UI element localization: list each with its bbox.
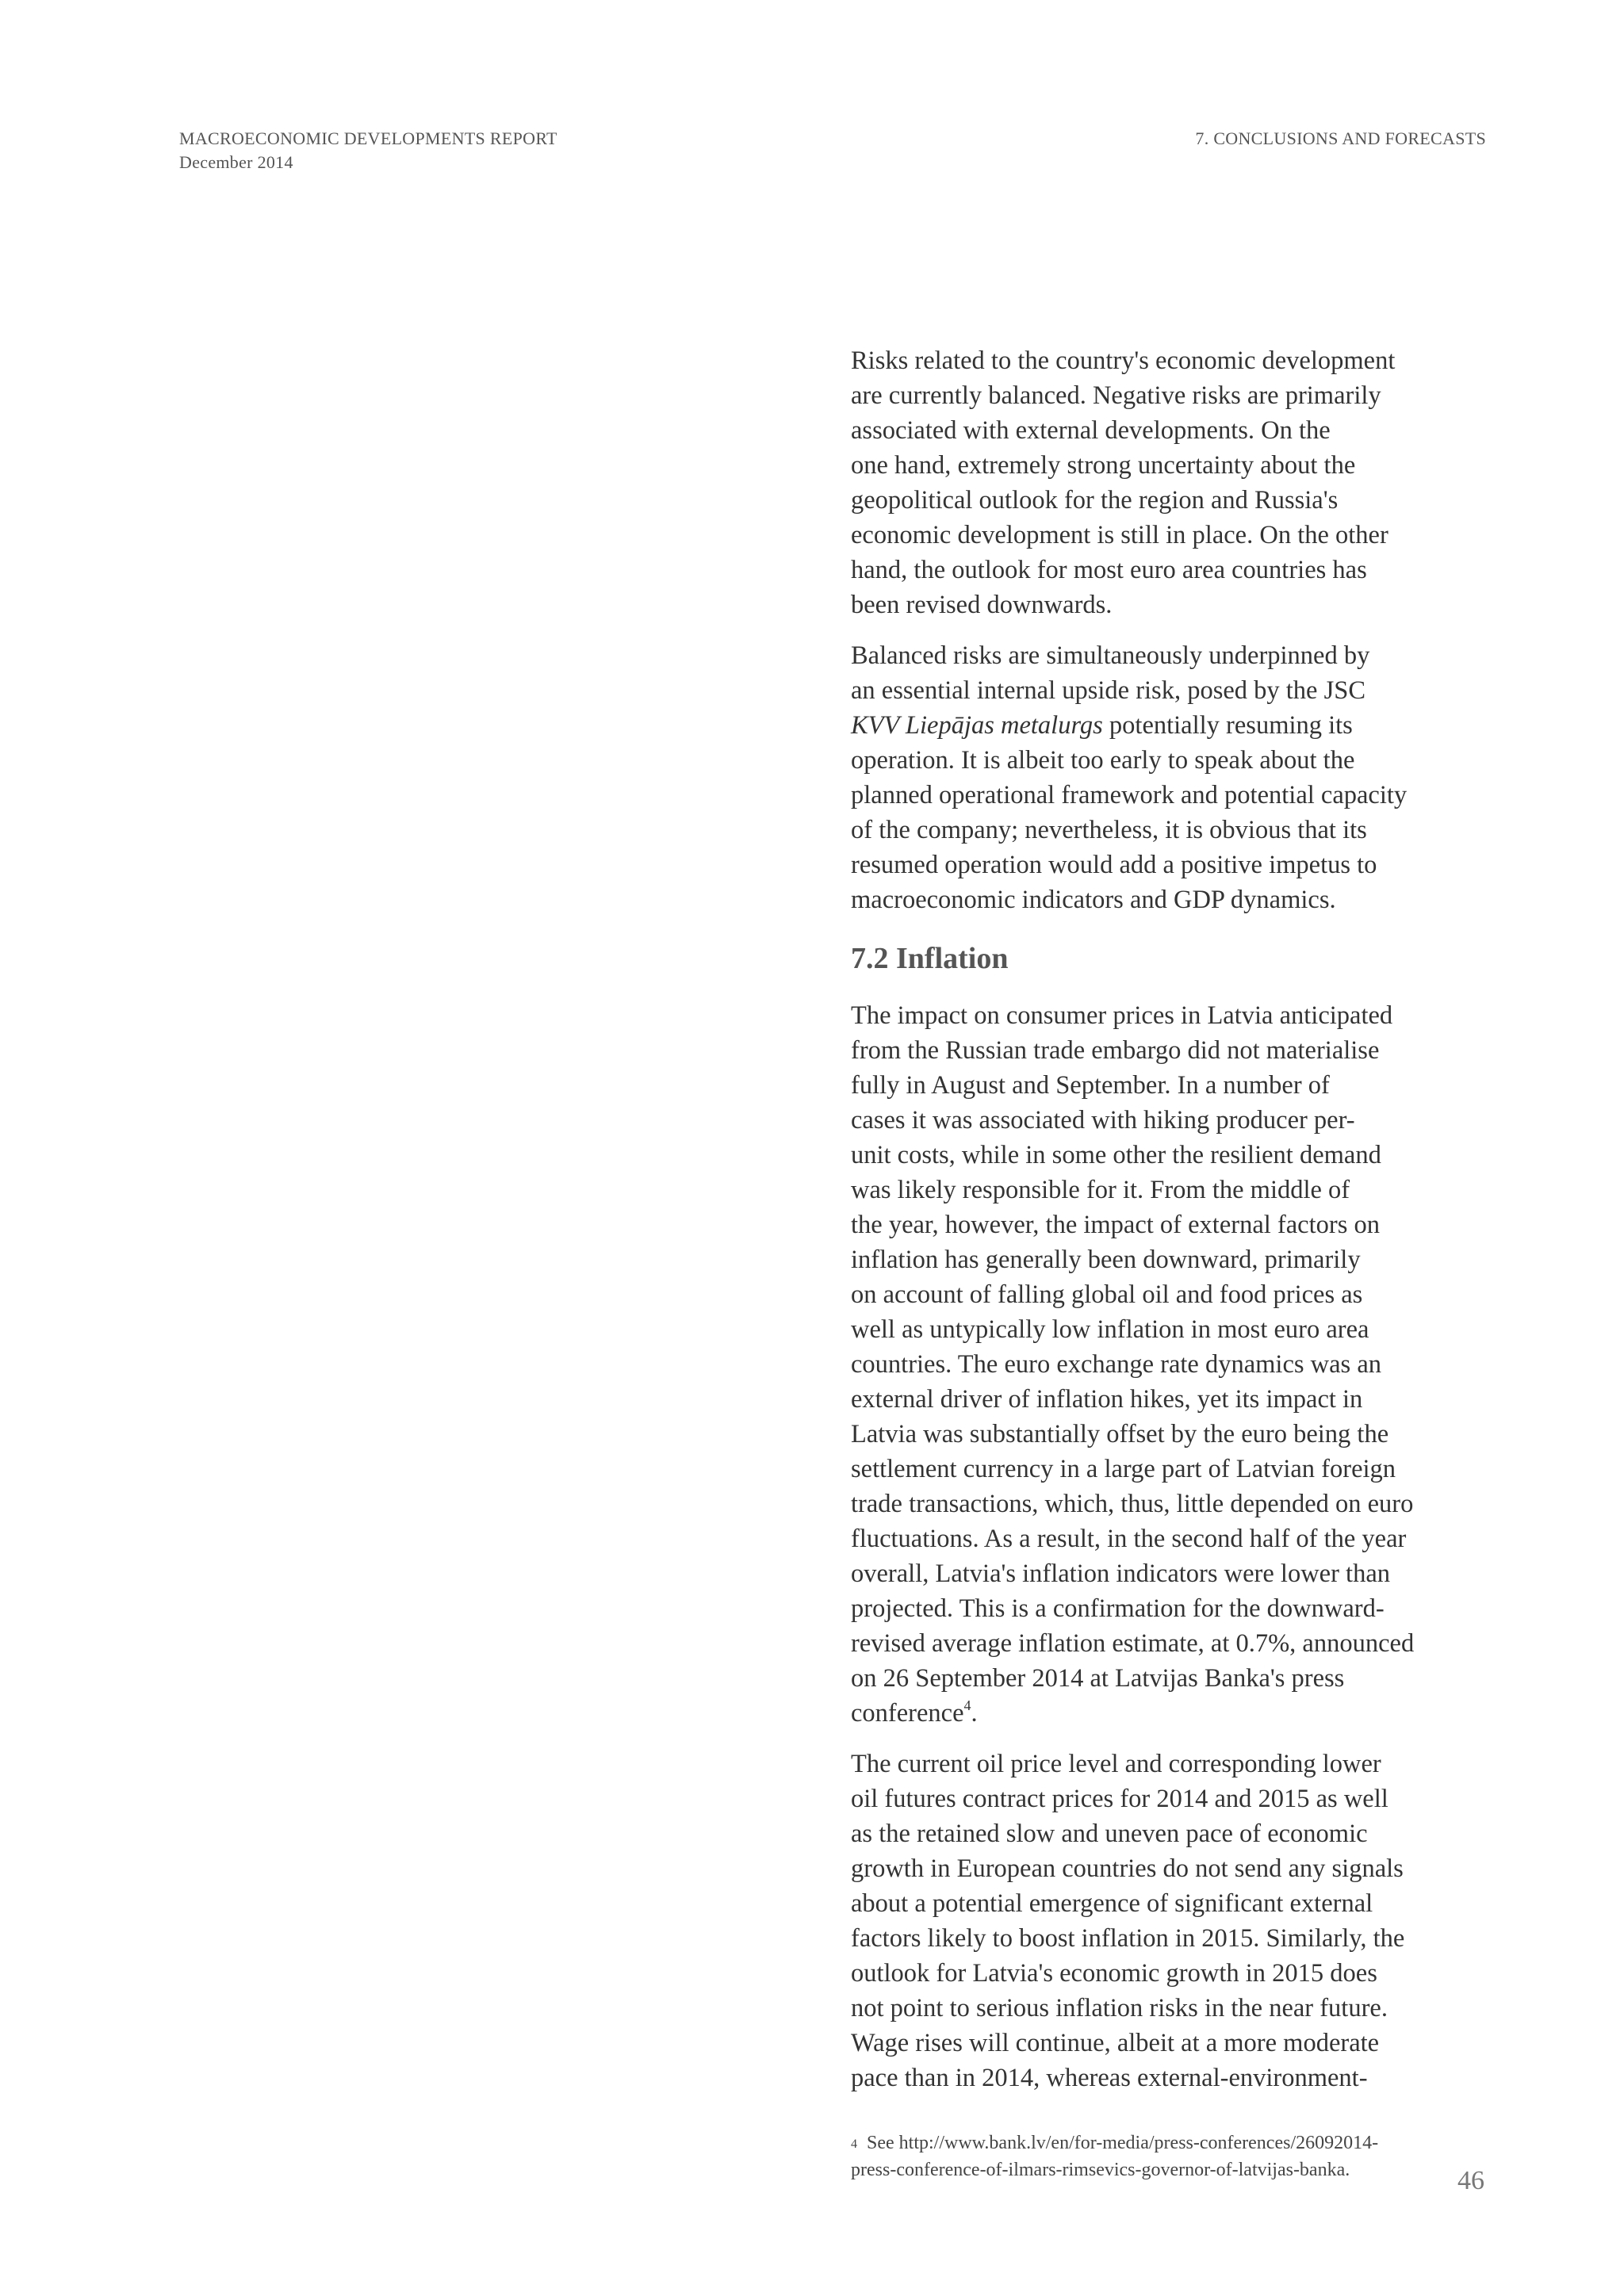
text-line: Latvia was substantially offset by the euro being the xyxy=(851,1420,1389,1448)
running-header-left xyxy=(179,127,557,174)
main-text-column xyxy=(851,343,1485,2111)
text-line: economic development is still in place. On the other xyxy=(851,521,1388,549)
text-fragment: . xyxy=(971,1699,978,1728)
footnote xyxy=(851,2130,1485,2183)
text-line: external driver of inflation hikes, yet its impact in xyxy=(851,1385,1363,1414)
text-line: well as untypically low inflation in most euro area xyxy=(851,1315,1369,1344)
text-line: planned operational framework and potential capacity xyxy=(851,781,1408,809)
text-line: The impact on consumer prices in Latvia anticipated xyxy=(851,1001,1393,1030)
paragraph-consumer-prices xyxy=(851,998,1485,1731)
text-line: associated with external developments. On the xyxy=(851,416,1331,445)
text-line xyxy=(851,708,1485,743)
text-line: Wage rises will continue, albeit at a more moderate xyxy=(851,2029,1380,2057)
text-fragment: conference xyxy=(851,1699,964,1728)
text-line: not point to serious inflation risks in the near future. xyxy=(851,1994,1388,2022)
section-title: 7. CONCLUSIONS AND FORECASTS xyxy=(1195,128,1486,148)
text-line: from the Russian trade embargo did not materialise xyxy=(851,1036,1380,1065)
text-line: about a potential emergence of significant external xyxy=(851,1889,1373,1918)
text-fragment: potentially resuming its xyxy=(1102,711,1353,740)
text-line: factors likely to boost inflation in 2015. Similarly, the xyxy=(851,1924,1405,1953)
text-line: oil futures contract prices for 2014 and 2015 as well xyxy=(851,1785,1388,1813)
paragraph-risks xyxy=(851,343,1485,622)
text-line: macroeconomic indicators and GDP dynamics. xyxy=(851,886,1336,914)
text-line: fully in August and September. In a number of xyxy=(851,1071,1330,1100)
section-heading: 7.2 Inflation xyxy=(851,942,1009,975)
text-line: on 26 September 2014 at Latvijas Banka's press xyxy=(851,1664,1345,1693)
text-line: on account of falling global oil and food prices as xyxy=(851,1280,1363,1309)
text-line: inflation has generally been downward, primarily xyxy=(851,1246,1361,1274)
text-line: pace than in 2014, whereas external-environment- xyxy=(851,2064,1368,2092)
text-line: settlement currency in a large part of Latvian foreign xyxy=(851,1455,1396,1483)
text-line: been revised downwards. xyxy=(851,591,1113,619)
text-line xyxy=(851,1696,1485,1731)
text-line: as the retained slow and uneven pace of economic xyxy=(851,1820,1368,1848)
paragraph-oil-price xyxy=(851,1747,1485,2095)
text-line: projected. This is a confirmation for the downward- xyxy=(851,1594,1385,1623)
paragraph-balanced-risks xyxy=(851,638,1485,917)
footnote-link-text[interactable]: See http://www.bank.lv/en/for-media/press-conferences/26092014- xyxy=(867,2133,1379,2153)
text-line: cases it was associated with hiking producer per- xyxy=(851,1106,1355,1135)
text-line: operation. It is albeit too early to speak about the xyxy=(851,746,1355,775)
text-line: fluctuations. As a result, in the second half of the year xyxy=(851,1525,1407,1553)
text-line: are currently balanced. Negative risks are primarily xyxy=(851,381,1381,410)
report-date: December 2014 xyxy=(179,152,293,172)
footnote-reference: 4 xyxy=(963,1697,971,1714)
text-line: trade transactions, which, thus, little depended on euro xyxy=(851,1490,1414,1518)
footnote-line[interactable]: press-conference-of-ilmars-rimsevics-governor-of-latvijas-banka. xyxy=(851,2160,1350,2180)
text-line: countries. The euro exchange rate dynamics was an xyxy=(851,1350,1381,1379)
text-line: outlook for Latvia's economic growth in 2015 does xyxy=(851,1959,1377,1988)
text-line: an essential internal upside risk, posed by the JSC xyxy=(851,676,1366,705)
footnote-line xyxy=(851,2130,1485,2156)
page-number: 46 xyxy=(1457,2166,1484,2195)
text-line: revised average inflation estimate, at 0.7%, announced xyxy=(851,1629,1415,1658)
text-line: growth in European countries do not send any signals xyxy=(851,1854,1404,1883)
text-line: hand, the outlook for most euro area countries has xyxy=(851,556,1367,584)
text-line: unit costs, while in some other the resilient demand xyxy=(851,1141,1381,1169)
text-line: Balanced risks are simultaneously underpinned by xyxy=(851,641,1370,670)
text-line: of the company; nevertheless, it is obvious that its xyxy=(851,816,1367,844)
text-line: overall, Latvia's inflation indicators were lower than xyxy=(851,1559,1390,1588)
report-title: MACROECONOMIC DEVELOPMENTS REPORT xyxy=(179,128,557,148)
company-name: KVV Liepājas metalurgs xyxy=(851,711,1103,740)
footnote-mark: 4 xyxy=(851,2137,857,2151)
running-header-right xyxy=(1195,127,1486,151)
text-line: resumed operation would add a positive impetus to xyxy=(851,851,1377,879)
text-line: the year, however, the impact of external factors on xyxy=(851,1211,1380,1239)
text-line: Risks related to the country's economic development xyxy=(851,346,1396,375)
text-line: geopolitical outlook for the region and Russia's xyxy=(851,486,1339,515)
text-line: one hand, extremely strong uncertainty about the xyxy=(851,451,1356,480)
text-line: was likely responsible for it. From the middle of xyxy=(851,1176,1350,1204)
text-line: The current oil price level and corresponding lower xyxy=(851,1750,1381,1778)
